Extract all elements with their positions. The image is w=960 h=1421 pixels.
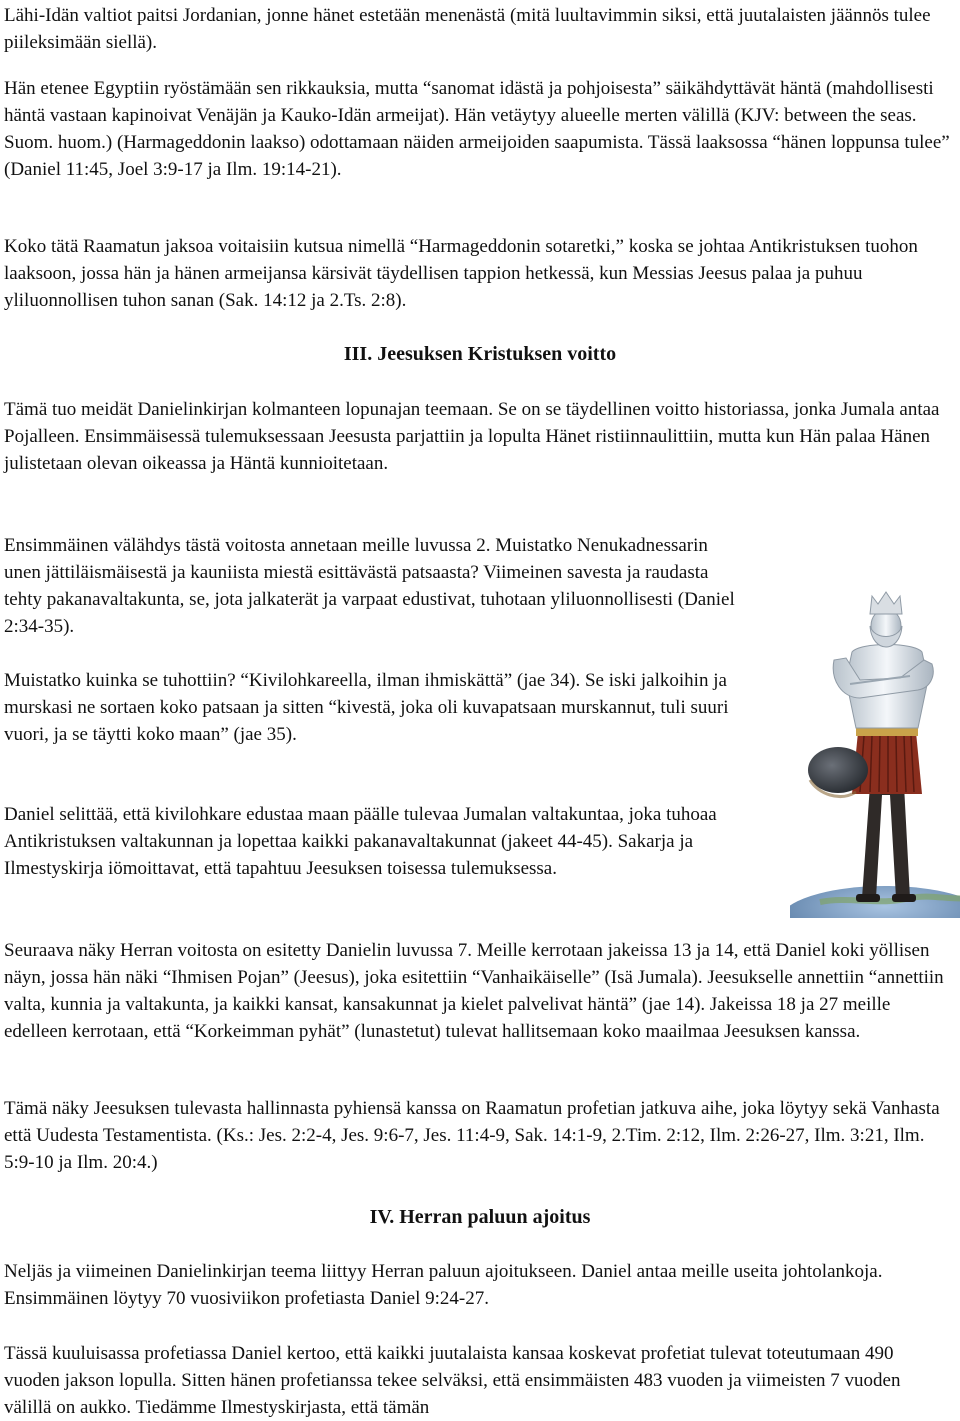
paragraph-11: Tässä kuuluisassa profetiassa Daniel kertoo, että kaikki juutalaista kansaa koskevat profetiat tulevat toteutumaan 490 vuoden jakson lopulla. Sitten hänen profetianssa tekee selväksi, että ensimmäisten 483 vuoden ja viimeisten 7 vuoden välillä on aukko. Tiedämme Ilmestyskirjasta, että tämän xyxy=(4,1343,901,1418)
paragraph-10: Neljäs ja viimeinen Danielinkirjan teema liittyy Herran paluun ajoitukseen. Daniel antaa meille useita johtolankoja. Ensimmäinen löytyy 70 vuosiviikon profetiasta Daniel 9:24-27. xyxy=(4,1261,883,1309)
paragraph-4: Tämä tuo meidät Danielinkirjan kolmanteen lopunajan teemaan. Se on se täydellinen voitto historiassa, jonka Jumala antaa Pojalleen. Ensimmäisessä tulemuksessaan Jeesusta parjattiin ja lopulta Hänet ristiinnaulittiin, mutta kun Hän palaa Hänen julistetaan olevan oikeassa ja Häntä kunnioitetaan. xyxy=(4,399,940,474)
paragraph-7: Daniel selittää, että kivilohkare edustaa maan päälle tulevaa Jumalan valtakuntaa, joka tuhoaa Antikristuksen valtakunnan ja lopettaa kaikki pakanavaltakunnat (jakeet 44-45). Sakarja ja Ilmestyskirja iömoittavat, että tapahtuu Jeesuksen toisessa tulemuksessa. xyxy=(4,804,717,879)
section-heading-iv: IV. Herran paluun ajoitus xyxy=(369,1206,591,1228)
section-heading-iii: III. Jeesuksen Kristuksen voitto xyxy=(343,343,617,365)
paragraph-2: Hän etenee Egyptiin ryöstämään sen rikkauksia, mutta “sanomat idästä ja pohjoisesta” säikähdyttävät häntä (mahdollisesti häntä vastaan kapinoivat Venäjän ja Kauko-Idän armeijat). Hän vetäytyy alueelle merten välillä (KJV: between the seas. Suom. huom.) (Harmageddonin laakso) odottamaan näiden armeijoiden saapumista. Tässä laaksossa “hänen loppunsa tulee” (Daniel 11:45, Joel 3:9-17 ja Ilm. 19:14-21). xyxy=(4,78,950,180)
statue-illustration xyxy=(790,580,960,918)
paragraph-5: Ensimmäinen välähdys tästä voitosta annetaan meille luvussa 2. Muistatko Nenukadnessarin unen jättiläismäisestä ja kauniista miestä esittävästä patsaasta? Viimeinen savesta ja raudasta tehty pakanavaltakunta, se, jota jalkaterät ja varpaat edustivat, tuhotaan yliluonnollisesti (Daniel 2:34-35). xyxy=(4,535,735,637)
paragraph-9: Tämä näky Jeesuksen tulevasta hallinnasta pyhiensä kanssa on Raamatun profetian jatkuva aihe, joka löytyy sekä Vanhasta että Uudesta Testamentista. (Ks.: Jes. 2:2-4, Jes. 9:6-7, Jes. 11:4-9, Sak. 14:1-9, 2.Tim. 2:12, Ilm. 2:26-27, Ilm. 3:21, Ilm. 5:9-10 ja Ilm. 20:4.) xyxy=(4,1098,940,1173)
rock-shape xyxy=(808,747,868,793)
paragraph-3: Koko tätä Raamatun jaksoa voitaisiin kutsua nimellä “Harmageddonin sotaretki,” koska se johtaa Antikristuksen tuohon laaksoon, jossa hän ja hänen armeijansa kärsivät täydellisen tappion hetkessä, kun Messias Jeesus palaa ja puhuu yliluonnollisen tuhon sanan (Sak. 14:12 ja 2.Ts. 2:8). xyxy=(4,236,918,311)
paragraph-8: Seuraava näky Herran voitosta on esitetty Danielin luvussa 7. Meille kerrotaan jakeissa 13 ja 14, että Daniel koki yöllisen näyn, jossa hän näki “Ihmisen Pojan” (Jeesus), joka esitettiin “Vanhaikäiselle” (Isä Jumala). Jeesukselle annettiin “annettiin valta, kunnia ja valtakunta, ja kaikki kansat, kansakunnat ja kielet palvelivat häntä” (jae 14). Jakeissa 18 ja 27 meille edelleen kerrotaan, että “Korkeimman pyhät” (lunastetut) tulevat hallitsemaan koko maailmaa Jeesuksen kanssa. xyxy=(4,940,944,1042)
statue-legs xyxy=(862,785,910,898)
paragraph-1: Lähi-Idän valtiot paitsi Jordanian, jonne hänet estetään menenästä (mitä luultavimmin siksi, että juutalaisten jäännös tulee piileksimään siellä). xyxy=(4,5,931,53)
paragraph-6: Muistatko kuinka se tuhottiin? “Kivilohkareella, ilman ihmiskättä” (jae 34). Se iski jalkoihin ja murskasi ne sortaen koko patsaan ja sitten “kivestä, joka oli kuvapatsaan murskannut, tuli suuri vuori, ja se täytti koko maan” (jae 35). xyxy=(4,670,729,745)
statue-crown xyxy=(870,592,902,614)
